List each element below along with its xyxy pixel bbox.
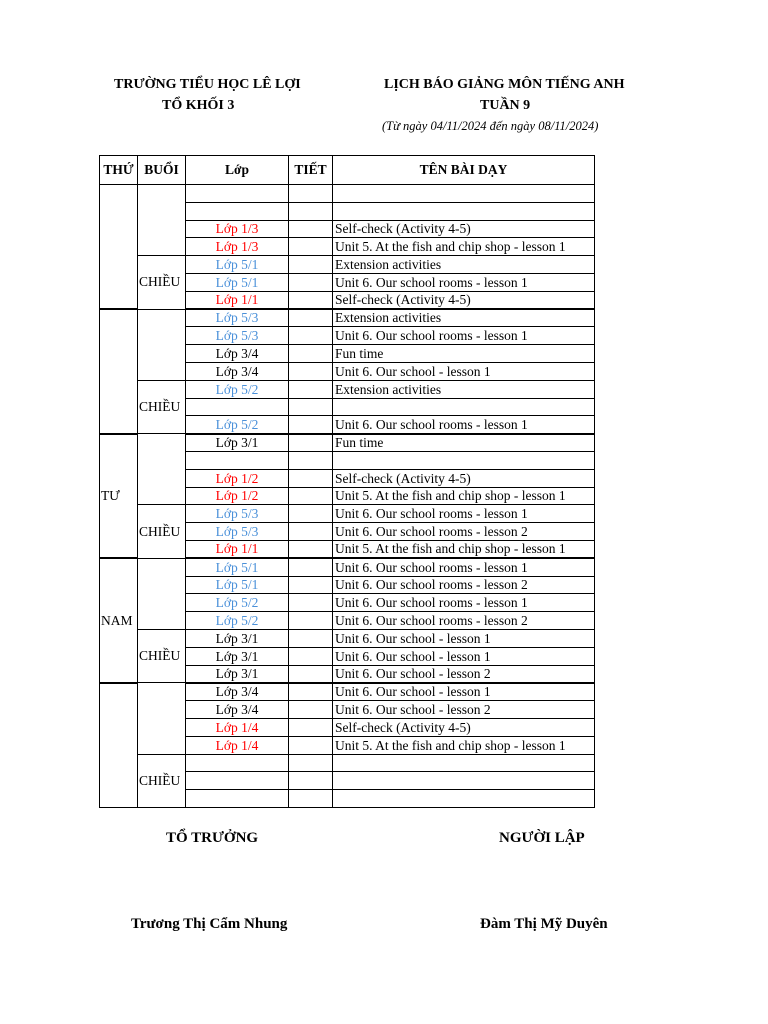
period-cell bbox=[289, 362, 333, 380]
schedule-body bbox=[100, 156, 595, 808]
schedule-table bbox=[99, 155, 595, 808]
session-cell: CHIỀU bbox=[138, 505, 186, 558]
period-cell bbox=[289, 594, 333, 612]
lesson-title-cell: Unit 6. Our school rooms - lesson 1 bbox=[333, 594, 595, 612]
class-cell: Lớp 3/4 bbox=[186, 362, 289, 380]
lesson-title-cell: Unit 6. Our school - lesson 1 bbox=[333, 629, 595, 647]
table-row bbox=[100, 256, 595, 274]
session-cell: CHIỀU bbox=[138, 380, 186, 433]
period-cell bbox=[289, 327, 333, 345]
right-signature-name-clip bbox=[470, 912, 608, 936]
period-cell bbox=[289, 540, 333, 558]
class-cell: Lớp 3/1 bbox=[186, 629, 289, 647]
class-cell bbox=[186, 451, 289, 469]
period-cell bbox=[289, 451, 333, 469]
lesson-title-cell: Unit 6. Our school rooms - lesson 2 bbox=[333, 576, 595, 594]
col-header-buoi: BUỔI bbox=[138, 156, 186, 185]
left-signature-title: TỔ TRƯỞNG bbox=[166, 830, 259, 846]
session-cell: CHIỀU bbox=[138, 754, 186, 807]
col-header-lop: Lớp bbox=[186, 156, 289, 185]
day-cell bbox=[100, 683, 138, 808]
table-row bbox=[100, 683, 595, 701]
class-cell bbox=[186, 185, 289, 203]
lesson-title-cell: Unit 6. Our school - lesson 1 bbox=[333, 683, 595, 701]
class-cell: Lớp 3/1 bbox=[186, 647, 289, 665]
period-cell bbox=[289, 220, 333, 238]
class-cell bbox=[186, 772, 289, 790]
period-cell bbox=[289, 185, 333, 203]
lesson-title-cell: Unit 6. Our school - lesson 1 bbox=[333, 362, 595, 380]
class-cell: Lớp 5/1 bbox=[186, 273, 289, 291]
class-cell: Lớp 3/1 bbox=[186, 665, 289, 683]
week-label: TUẦN 9 bbox=[480, 98, 531, 113]
period-cell bbox=[289, 416, 333, 434]
class-cell: Lớp 5/2 bbox=[186, 612, 289, 630]
period-cell bbox=[289, 647, 333, 665]
lesson-title-cell: Unit 6. Our school - lesson 1 bbox=[333, 647, 595, 665]
period-cell bbox=[289, 683, 333, 701]
period-cell bbox=[289, 790, 333, 808]
class-cell: Lớp 5/1 bbox=[186, 576, 289, 594]
lesson-title-cell: Unit 5. At the fish and chip shop - lesson 1 bbox=[333, 238, 595, 256]
group-name: TỔ KHỐI 3 bbox=[162, 98, 235, 113]
class-cell: Lớp 3/4 bbox=[186, 701, 289, 719]
period-cell bbox=[289, 273, 333, 291]
lesson-title-cell bbox=[333, 772, 595, 790]
lesson-title-cell: Unit 6. Our school rooms - lesson 1 bbox=[333, 558, 595, 576]
session-cell bbox=[138, 185, 186, 256]
period-cell bbox=[289, 398, 333, 416]
table-row bbox=[100, 629, 595, 647]
class-cell: Lớp 1/4 bbox=[186, 718, 289, 736]
school-name: TRƯỜNG TIỂU HỌC LÊ LỢI bbox=[114, 77, 301, 92]
session-cell bbox=[138, 309, 186, 380]
period-cell bbox=[289, 202, 333, 220]
class-cell: Lớp 1/1 bbox=[186, 291, 289, 309]
class-cell: Lớp 5/1 bbox=[186, 256, 289, 274]
lesson-title-cell: Unit 6. Our school - lesson 2 bbox=[333, 665, 595, 683]
day-cell bbox=[100, 185, 138, 310]
class-cell bbox=[186, 790, 289, 808]
table-row bbox=[100, 380, 595, 398]
class-cell bbox=[186, 754, 289, 772]
lesson-title-cell: Extension activities bbox=[333, 256, 595, 274]
class-cell: Lớp 5/3 bbox=[186, 523, 289, 541]
class-cell: Lớp 1/3 bbox=[186, 220, 289, 238]
class-cell: Lớp 1/2 bbox=[186, 487, 289, 505]
class-cell: Lớp 5/2 bbox=[186, 416, 289, 434]
day-cell: NAM bbox=[100, 558, 138, 683]
col-header-thu: THỨ bbox=[100, 156, 138, 185]
lesson-title-cell: Self-check (Activity 4-5) bbox=[333, 469, 595, 487]
lesson-title-cell: Unit 6. Our school rooms - lesson 1 bbox=[333, 505, 595, 523]
session-cell: CHIỀU bbox=[138, 629, 186, 682]
period-cell bbox=[289, 345, 333, 363]
period-cell bbox=[289, 754, 333, 772]
lesson-title-cell bbox=[333, 754, 595, 772]
period-cell bbox=[289, 291, 333, 309]
class-cell: Lớp 1/4 bbox=[186, 736, 289, 754]
col-header-ten-bai-day: TÊN BÀI DẠY bbox=[333, 156, 595, 185]
class-cell: Lớp 1/2 bbox=[186, 469, 289, 487]
lesson-title-cell: Fun time bbox=[333, 434, 595, 452]
lesson-title-cell: Self-check (Activity 4-5) bbox=[333, 291, 595, 309]
class-cell: Lớp 5/3 bbox=[186, 505, 289, 523]
title-block bbox=[370, 74, 625, 144]
period-cell bbox=[289, 629, 333, 647]
lesson-title-cell: Unit 6. Our school rooms - lesson 2 bbox=[333, 523, 595, 541]
class-cell bbox=[186, 202, 289, 220]
period-cell bbox=[289, 736, 333, 754]
class-cell: Lớp 5/3 bbox=[186, 327, 289, 345]
date-range: (Từ ngày 04/11/2024 đến ngày 08/11/2024) bbox=[382, 119, 599, 133]
period-cell bbox=[289, 434, 333, 452]
lesson-title-cell: Unit 5. At the fish and chip shop - lesson 1 bbox=[333, 487, 595, 505]
day-cell bbox=[100, 309, 138, 434]
schedule-title: LỊCH BÁO GIẢNG MÔN TIẾNG ANH bbox=[384, 77, 625, 92]
period-cell bbox=[289, 523, 333, 541]
lesson-title-cell: Unit 5. At the fish and chip shop - lesson 1 bbox=[333, 736, 595, 754]
table-row bbox=[100, 505, 595, 523]
period-cell bbox=[289, 612, 333, 630]
class-cell: Lớp 3/1 bbox=[186, 434, 289, 452]
period-cell bbox=[289, 238, 333, 256]
lesson-title-cell: Extension activities bbox=[333, 309, 595, 327]
class-cell: Lớp 5/3 bbox=[186, 309, 289, 327]
period-cell bbox=[289, 505, 333, 523]
class-cell: Lớp 5/2 bbox=[186, 380, 289, 398]
lesson-title-cell: Fun time bbox=[333, 345, 595, 363]
lesson-title-cell: Unit 6. Our school rooms - lesson 2 bbox=[333, 612, 595, 630]
lesson-title-cell: Unit 6. Our school - lesson 2 bbox=[333, 701, 595, 719]
table-row bbox=[100, 754, 595, 772]
lesson-title-cell bbox=[333, 451, 595, 469]
period-cell bbox=[289, 718, 333, 736]
table-row bbox=[100, 185, 595, 203]
class-cell bbox=[186, 398, 289, 416]
session-cell bbox=[138, 683, 186, 754]
lesson-title-cell bbox=[333, 202, 595, 220]
period-cell bbox=[289, 256, 333, 274]
table-row bbox=[100, 558, 595, 576]
class-cell: Lớp 5/2 bbox=[186, 594, 289, 612]
class-cell: Lớp 1/1 bbox=[186, 540, 289, 558]
class-cell: Lớp 3/4 bbox=[186, 345, 289, 363]
period-cell bbox=[289, 469, 333, 487]
table-header-row bbox=[100, 156, 595, 185]
right-signature-name: Đàm Thị Mỹ Duyên bbox=[480, 916, 608, 932]
class-cell: Lớp 5/1 bbox=[186, 558, 289, 576]
right-signature-title-clip bbox=[480, 826, 594, 850]
period-cell bbox=[289, 576, 333, 594]
session-cell bbox=[138, 434, 186, 505]
class-cell: Lớp 1/3 bbox=[186, 238, 289, 256]
table-row bbox=[100, 309, 595, 327]
period-cell bbox=[289, 380, 333, 398]
lesson-title-cell: Unit 5. At the fish and chip shop - lesson 1 bbox=[333, 540, 595, 558]
period-cell bbox=[289, 772, 333, 790]
lesson-title-cell: Unit 6. Our school rooms - lesson 1 bbox=[333, 273, 595, 291]
lesson-title-cell bbox=[333, 398, 595, 416]
table-row bbox=[100, 434, 595, 452]
lesson-title-cell: Unit 6. Our school rooms - lesson 1 bbox=[333, 327, 595, 345]
lesson-title-cell: Unit 6. Our school rooms - lesson 1 bbox=[333, 416, 595, 434]
col-header-tiet: TIẾT bbox=[289, 156, 333, 185]
lesson-title-cell: Self-check (Activity 4-5) bbox=[333, 718, 595, 736]
left-signature-name: Trương Thị Cẩm Nhung bbox=[131, 916, 288, 932]
lesson-title-cell: Self-check (Activity 4-5) bbox=[333, 220, 595, 238]
lesson-title-cell bbox=[333, 185, 595, 203]
period-cell bbox=[289, 701, 333, 719]
right-signature-title: NGƯỜI LẬP bbox=[499, 830, 585, 846]
session-cell: CHIỀU bbox=[138, 256, 186, 309]
lesson-title-cell bbox=[333, 790, 595, 808]
period-cell bbox=[289, 309, 333, 327]
period-cell bbox=[289, 665, 333, 683]
period-cell bbox=[289, 558, 333, 576]
session-cell bbox=[138, 558, 186, 629]
class-cell: Lớp 3/4 bbox=[186, 683, 289, 701]
day-cell: TƯ bbox=[100, 434, 138, 559]
lesson-title-cell: Extension activities bbox=[333, 380, 595, 398]
period-cell bbox=[289, 487, 333, 505]
